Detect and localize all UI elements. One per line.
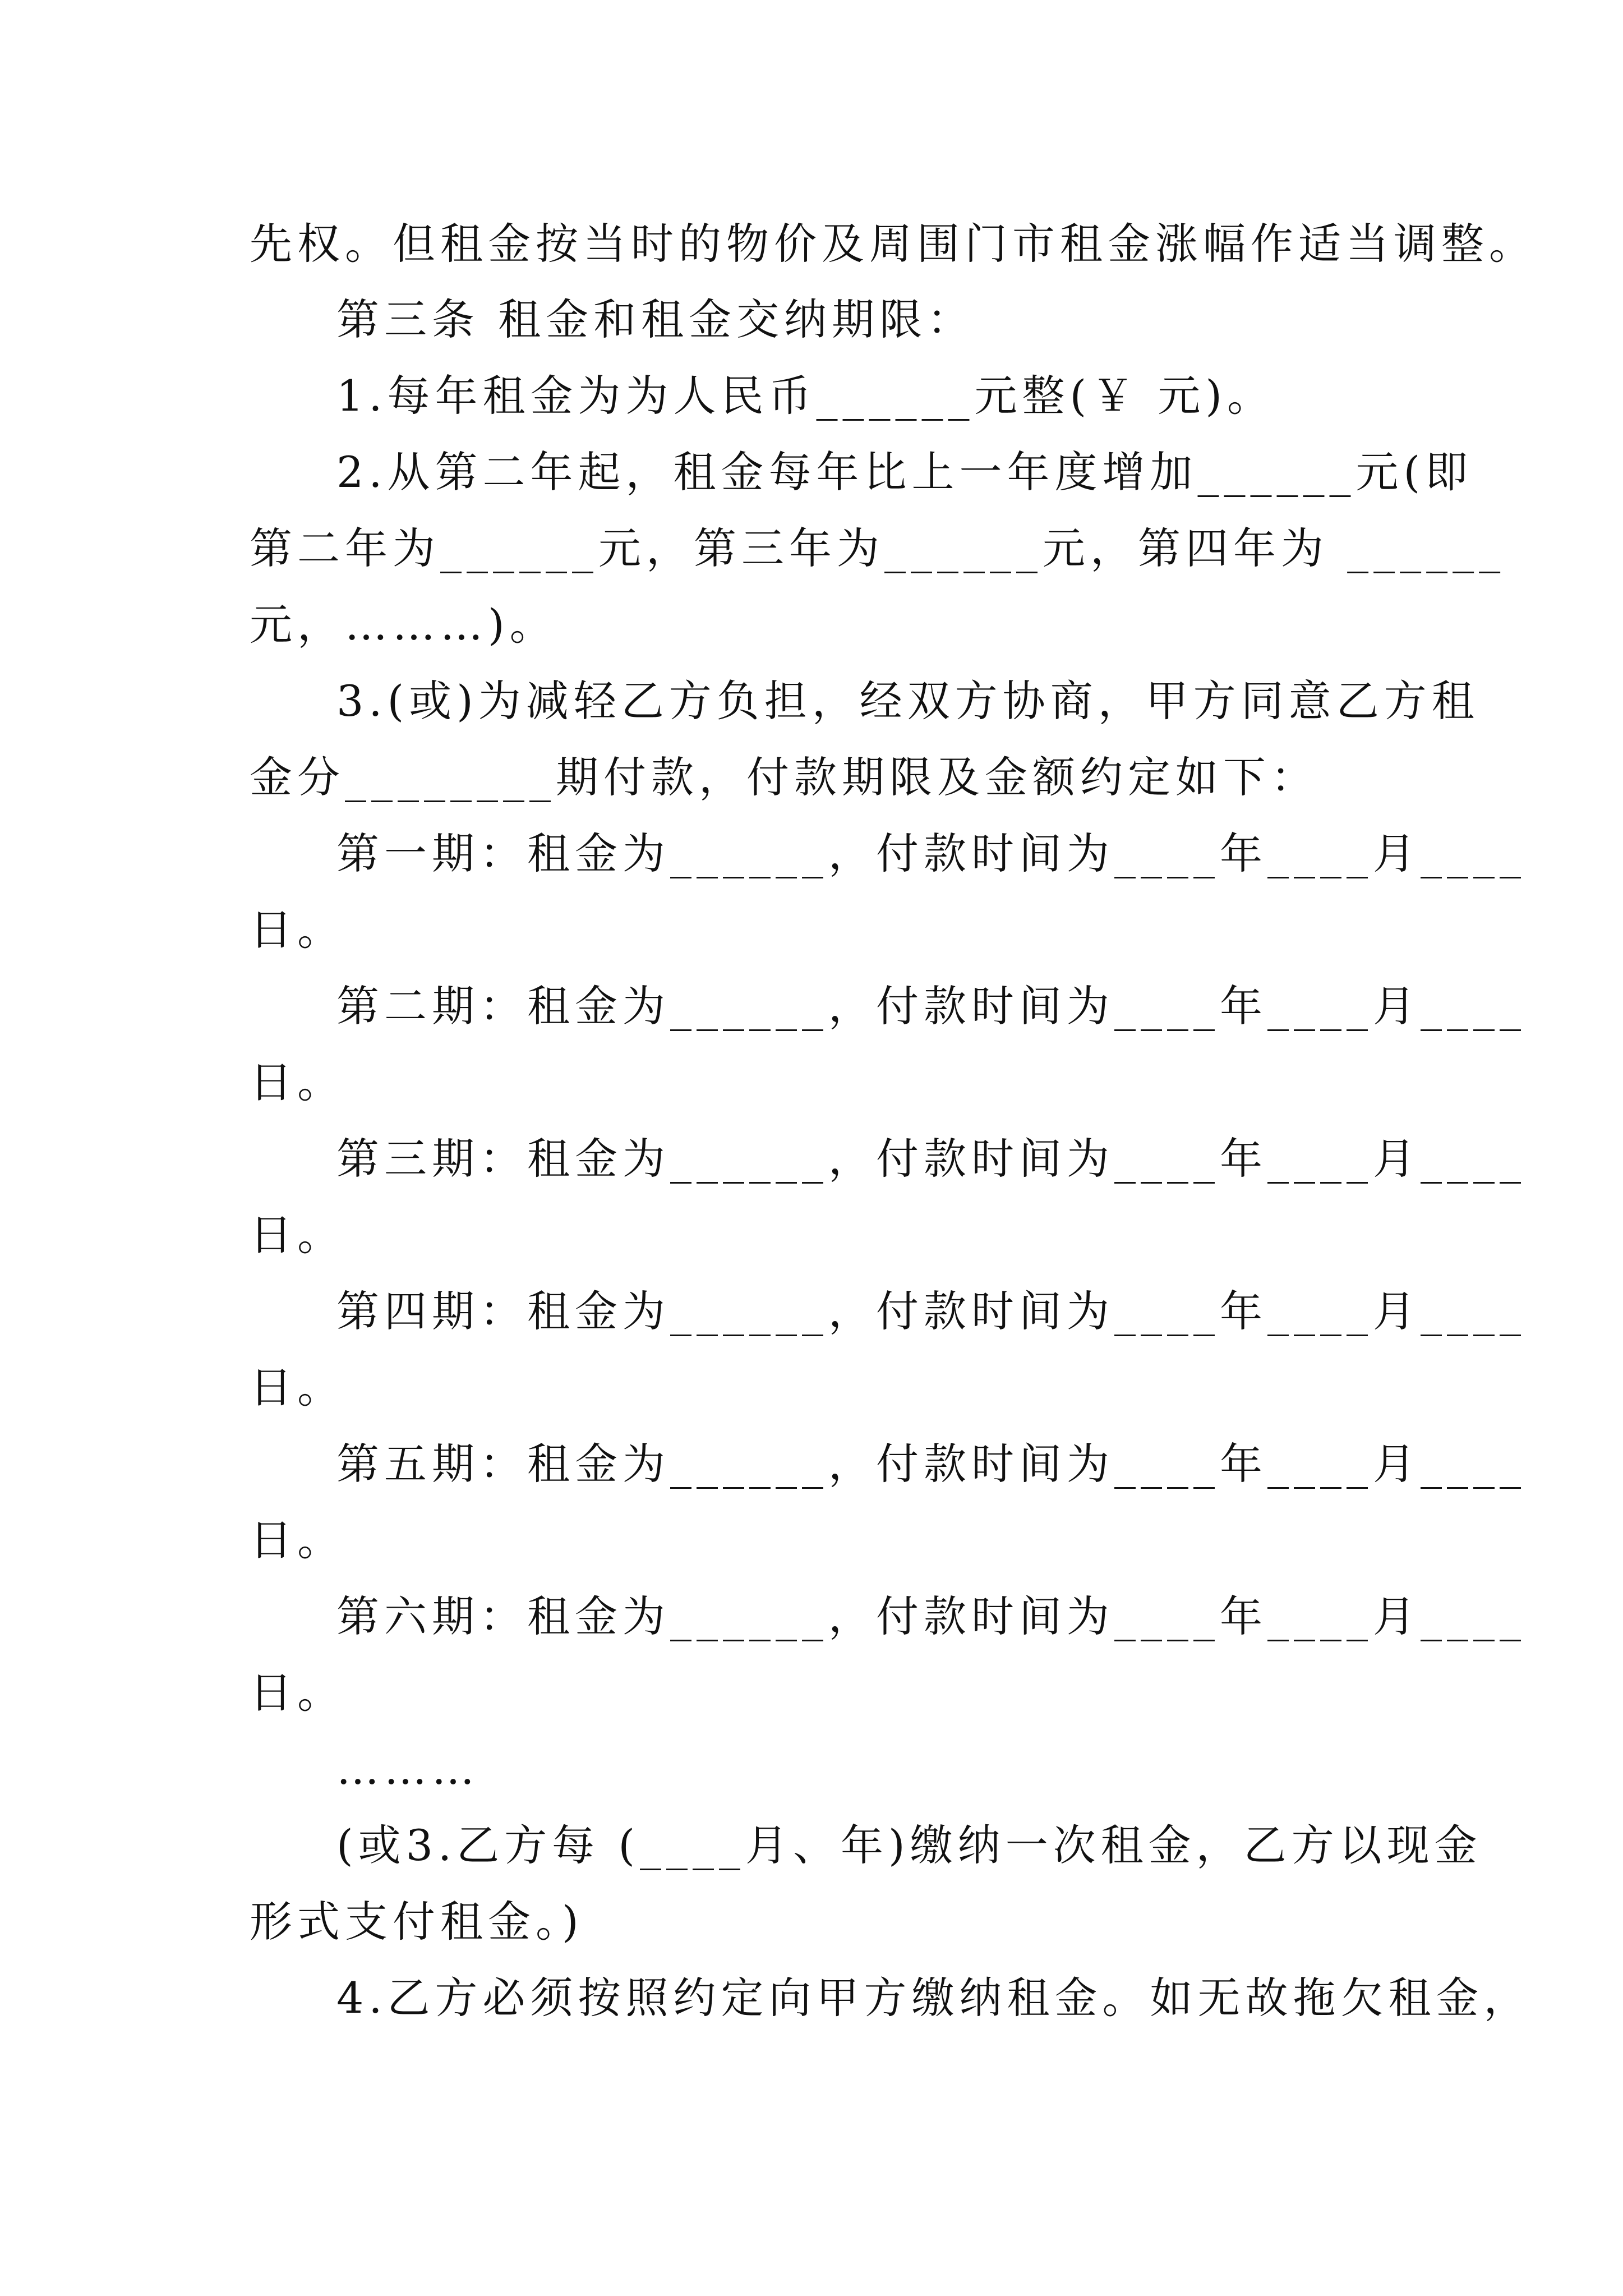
installment-2-line: 第二期：租金为______，付款时间为____年____月____ [336,981,1526,1031]
installment-3-day: 日。 [250,1210,345,1260]
article-3-heading: 第三条 租金和租金交纳期限： [336,295,975,344]
installment-5-day: 日。 [250,1515,345,1565]
installment-4-day: 日。 [250,1363,345,1412]
ellipsis-line: ……… [336,1744,479,1794]
clause-3-line-2: 金分________期付款，付款期限及金额约定如下： [250,752,1318,802]
installment-2-day: 日。 [250,1057,345,1107]
installment-1-day: 日。 [250,905,345,955]
clause-1-line: 1.每年租金为为人民币______元整(￥ 元)。 [336,371,1275,421]
clause-4-line-1: 4.乙方必须按照约定向甲方缴纳租金。如无故拖欠租金， [336,1973,1532,2023]
installment-6-day: 日。 [250,1668,345,1718]
clause-2-line-1: 2.从第二年起，租金每年比上一年度增加______元(即 [336,447,1473,497]
alt-clause-3-line-1: (或3.乙方每 (____月、年)缴纳一次租金，乙方以现金 [336,1820,1482,1870]
alt-clause-3-line-2: 形式支付租金。) [250,1897,584,1947]
installment-6-line: 第六期：租金为______，付款时间为____年____月____ [336,1591,1526,1641]
installment-3-line: 第三期：租金为______，付款时间为____年____月____ [336,1134,1526,1184]
installment-1-line: 第一期：租金为______，付款时间为____年____月____ [336,829,1526,878]
installment-4-line: 第四期：租金为______，付款时间为____年____月____ [336,1286,1526,1336]
clause-3-line-1: 3.(或)为减轻乙方负担，经双方协商，甲方同意乙方租 [336,676,1479,726]
text-line-1: 先权。但租金按当时的物价及周围门市租金涨幅作适当调整。 [250,219,1537,269]
clause-2-line-3: 元，………)。 [250,600,557,650]
clause-2-line-2: 第二年为______元，第三年为______元，第四年为 ______ [250,523,1506,573]
installment-5-line: 第五期：租金为______，付款时间为____年____月____ [336,1439,1526,1489]
